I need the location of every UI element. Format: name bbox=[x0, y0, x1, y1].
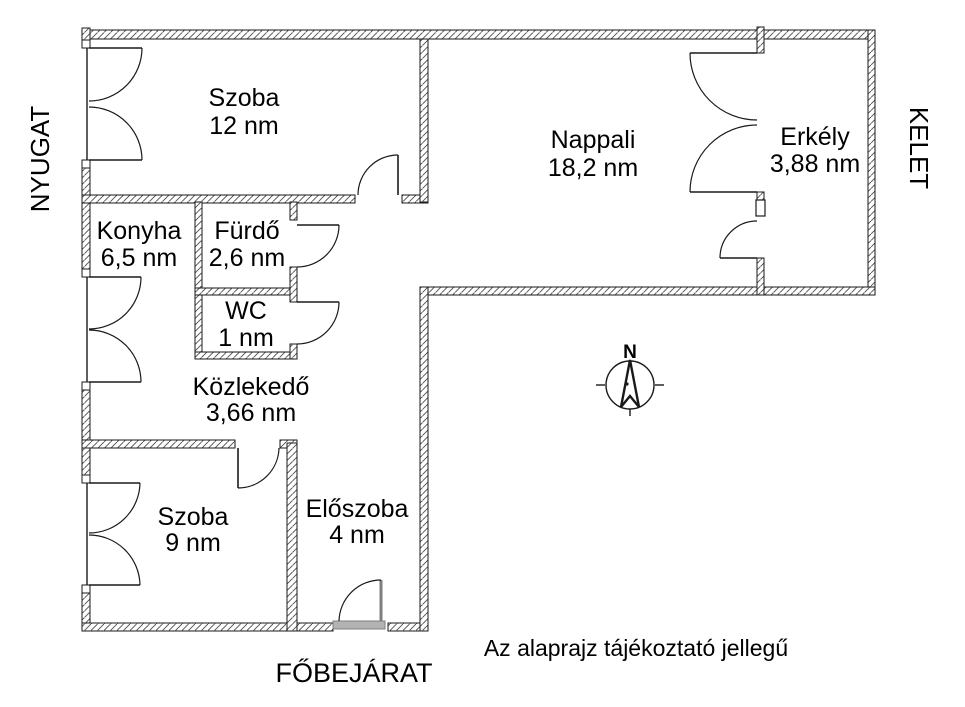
door-szoba9 bbox=[238, 448, 279, 488]
room-area-nappali: 18,2 nm bbox=[547, 154, 639, 182]
door-swing bbox=[358, 155, 398, 195]
door-wc bbox=[297, 302, 339, 344]
room-area-wc: 1 nm bbox=[218, 324, 274, 352]
room-area-kozlekedo: 3,66 nm bbox=[205, 399, 297, 427]
wall-erkely-divider-1 bbox=[757, 27, 764, 53]
wall-furdo-east-2 bbox=[290, 267, 297, 302]
room-area-szoba12: 12 nm bbox=[209, 112, 279, 140]
wall-szoba12-bottom-left bbox=[82, 195, 355, 203]
door-erkely-single bbox=[720, 221, 757, 258]
window-szoba12 bbox=[82, 40, 142, 168]
room-area-erkely: 3,88 nm bbox=[769, 150, 861, 178]
room-name-furdo: Fürdő bbox=[214, 217, 280, 245]
window-sash-swing bbox=[89, 48, 142, 101]
door-swing bbox=[690, 125, 757, 192]
annotations bbox=[25, 106, 934, 688]
wall-east bbox=[868, 30, 875, 295]
door-szoba12 bbox=[358, 155, 398, 195]
window-cap bbox=[82, 475, 90, 483]
window-sash-swing bbox=[89, 107, 142, 160]
compass bbox=[596, 342, 664, 416]
wall-west-3 bbox=[82, 382, 90, 483]
door-main-entrance bbox=[333, 580, 385, 629]
door-swing bbox=[238, 448, 279, 488]
room-labels bbox=[97, 84, 861, 557]
disclaimer-text: Az alaprajz tájékoztató jellegű bbox=[483, 635, 789, 661]
wall-erkely-divider-3 bbox=[757, 258, 764, 295]
window-sash-swing bbox=[89, 330, 141, 382]
wall-west-2 bbox=[82, 160, 90, 277]
room-area-konyha: 6,5 nm bbox=[100, 244, 178, 272]
compass-needle-icon bbox=[621, 360, 639, 407]
wall-wc-bottom bbox=[195, 352, 297, 359]
room-name-nappali: Nappali bbox=[550, 126, 636, 154]
room-name-szoba12: Szoba bbox=[208, 84, 280, 112]
door-swing bbox=[690, 53, 757, 120]
wall-wc-east bbox=[290, 344, 297, 359]
door-furdo bbox=[297, 225, 339, 267]
window-cap bbox=[82, 585, 90, 593]
window-szoba9 bbox=[82, 475, 140, 593]
wall-eloszoba-east bbox=[420, 287, 428, 631]
wall-nappali-bottom bbox=[420, 287, 875, 295]
room-area-furdo: 2,6 nm bbox=[208, 244, 286, 272]
window-erkely-divider bbox=[756, 200, 765, 216]
window-cap bbox=[82, 382, 90, 390]
door-swing bbox=[339, 580, 381, 621]
room-area-szoba9: 9 nm bbox=[165, 529, 221, 557]
room-name-szoba9: Szoba bbox=[157, 503, 229, 531]
doors bbox=[238, 53, 757, 629]
wall-szoba9-eloszoba bbox=[287, 443, 297, 631]
room-name-kozlekedo: Közlekedő bbox=[192, 373, 310, 401]
door-swing bbox=[720, 221, 757, 258]
window-cap bbox=[82, 40, 90, 48]
door-swing bbox=[297, 302, 339, 344]
wall-furdo-bottom bbox=[195, 288, 297, 295]
wall-szoba12-nappali bbox=[420, 39, 428, 202]
room-name-wc: WC bbox=[225, 297, 267, 325]
entrance-threshold bbox=[333, 621, 385, 629]
window-cap bbox=[82, 269, 90, 277]
door-erkely-double bbox=[690, 53, 757, 192]
east-label: KELET bbox=[904, 106, 934, 190]
wall-furdo-wc-west bbox=[195, 202, 202, 359]
wall-top bbox=[82, 30, 875, 39]
wall-furdo-east-1 bbox=[290, 202, 297, 220]
west-label: NYUGAT bbox=[25, 105, 55, 213]
compass-north-label: N bbox=[623, 342, 637, 363]
window-sash-swing bbox=[89, 535, 140, 585]
window-konyha bbox=[82, 269, 141, 390]
window-sash-swing bbox=[89, 483, 140, 533]
room-name-erkely: Erkély bbox=[780, 123, 850, 151]
wall-szoba9-top-left bbox=[82, 440, 235, 448]
room-area-eloszoba: 4 nm bbox=[329, 521, 385, 549]
window-sash-swing bbox=[89, 277, 141, 329]
door-swing bbox=[297, 225, 339, 267]
window-cap bbox=[82, 160, 90, 168]
room-name-konyha: Konyha bbox=[96, 217, 182, 245]
compass-pivot-dot bbox=[625, 382, 628, 385]
room-name-eloszoba: Előszoba bbox=[305, 495, 409, 523]
main-entrance-label: FŐBEJÁRAT bbox=[275, 658, 433, 688]
